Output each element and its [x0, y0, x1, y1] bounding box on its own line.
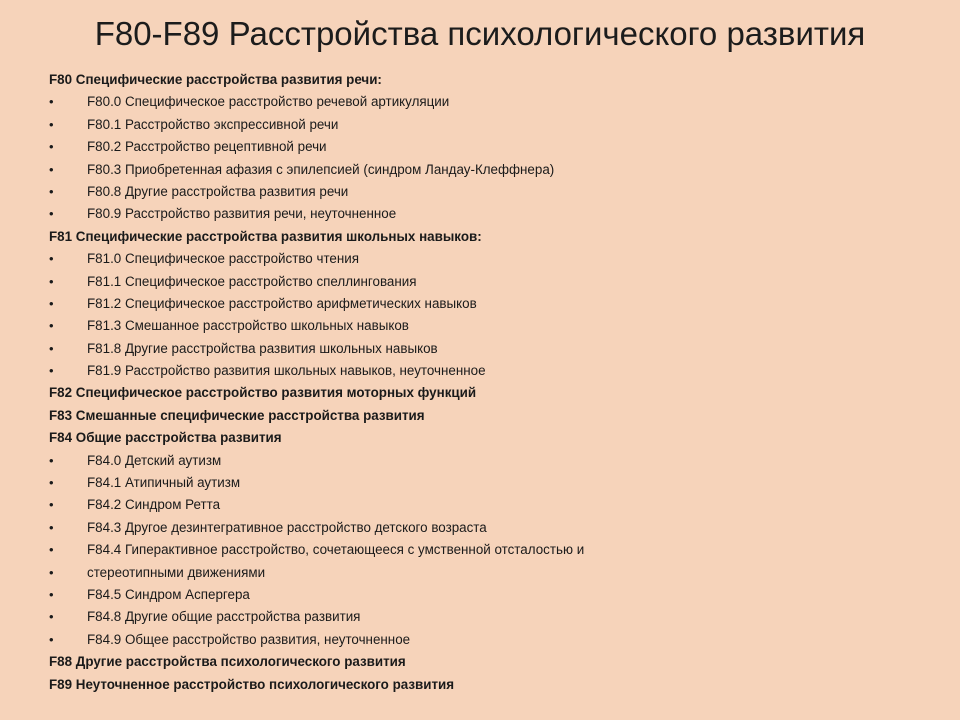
bullet-icon: •	[49, 542, 54, 558]
list-item-text: F84.0 Детский аутизм	[87, 452, 222, 468]
list-item-text: F84.2 Синдром Ретта	[87, 497, 221, 513]
bullet-icon: •	[49, 340, 54, 356]
list-item-text: F80.1 Расстройство экспрессивной речи	[87, 116, 339, 132]
list-item-text: F80.2 Расстройство рецептивной речи	[87, 139, 327, 155]
list-item-text: F80.3 Приобретенная афазия с эпилепсией (синдром Ландау-Клеффнера)	[87, 161, 555, 177]
section-heading: F84 Общие расстройства развития	[49, 430, 282, 446]
list-item	[49, 203, 929, 225]
list-item	[49, 91, 929, 113]
bullet-icon: •	[49, 363, 54, 379]
bullet-icon: •	[49, 475, 54, 491]
bullet-icon: •	[49, 564, 54, 580]
list-item	[49, 539, 929, 561]
bullet-icon: •	[49, 94, 54, 110]
list-item-text: F80.8 Другие расстройства развития речи	[87, 183, 349, 199]
slide-title: F80-F89 Расстройства психологического развития	[94, 15, 866, 52]
slide-content	[49, 69, 929, 696]
section-heading: F88 Другие расстройства психологического развития	[49, 654, 406, 670]
bullet-icon: •	[49, 631, 54, 647]
list-item	[49, 338, 929, 360]
bullet-icon: •	[49, 206, 54, 222]
bullet-icon: •	[49, 183, 54, 199]
bullet-icon: •	[49, 273, 54, 289]
list-item	[49, 136, 929, 158]
bullet-icon: •	[49, 586, 54, 602]
list-item	[49, 159, 929, 181]
bullet-icon: •	[49, 161, 54, 177]
list-item	[49, 562, 929, 584]
list-item-text: F84.8 Другие общие расстройства развития	[87, 609, 361, 625]
section-heading: F80 Специфические расстройства развития речи:	[49, 72, 382, 87]
list-item	[49, 472, 929, 494]
list-item	[49, 629, 929, 651]
bullet-icon: •	[49, 519, 54, 535]
list-item-text: F81.8 Другие расстройства развития школьных навыков	[87, 340, 438, 356]
section-heading: F82 Специфическое расстройство развития моторных функций	[49, 385, 477, 401]
list-item-text: F81.2 Специфическое расстройство арифметических навыков	[87, 295, 477, 311]
list-item-text: F80.9 Расстройство развития речи, неуточненное	[87, 206, 397, 222]
list-item	[49, 450, 929, 472]
list-item	[49, 584, 929, 606]
list-item	[49, 494, 929, 516]
list-item	[49, 517, 929, 539]
list-item-text: F81.3 Смешанное расстройство школьных навыков	[87, 318, 409, 334]
bullet-icon: •	[49, 116, 54, 132]
list-item-text: F80.0 Специфическое расстройство речевой артикуляции	[87, 94, 450, 110]
list-item	[49, 315, 929, 337]
list-item	[49, 606, 929, 628]
bullet-icon: •	[49, 251, 54, 267]
list-item-text: F84.3 Другое дезинтегративное расстройство детского возраста	[87, 519, 487, 535]
list-item	[49, 293, 929, 315]
list-item-text: F84.1 Атипичный аутизм	[87, 475, 241, 491]
section-heading: F83 Смешанные специфические расстройства развития	[49, 407, 425, 423]
list-item-text: стереотипными движениями	[87, 564, 266, 580]
list-item	[49, 181, 929, 203]
list-item-text: F81.9 Расстройство развития школьных навыков, неуточненное	[87, 363, 486, 379]
list-item	[49, 114, 929, 136]
list-item-text: F81.0 Специфическое расстройство чтения	[87, 251, 360, 267]
bullet-icon: •	[49, 139, 54, 155]
list-item-text: F84.9 Общее расстройство развития, неуточненное	[87, 631, 411, 647]
bullet-icon: •	[49, 318, 54, 334]
list-item-text: F84.5 Синдром Аспергера	[87, 586, 250, 602]
list-item-text: F84.4 Гиперактивное расстройство, сочетающееся с умственной отсталостью и	[87, 542, 585, 558]
list-item-text: F81.1 Специфическое расстройство спеллингования	[87, 273, 417, 289]
bullet-icon: •	[49, 497, 54, 513]
list-item	[49, 248, 929, 270]
section-heading: F81 Специфические расстройства развития школьных навыков:	[49, 228, 482, 244]
bullet-icon: •	[49, 452, 54, 468]
bullet-icon: •	[49, 295, 54, 311]
bullet-icon: •	[49, 609, 54, 625]
list-item	[49, 360, 929, 382]
section-heading: F89 Неуточненное расстройство психологического развития	[49, 676, 455, 692]
list-item	[49, 271, 929, 293]
